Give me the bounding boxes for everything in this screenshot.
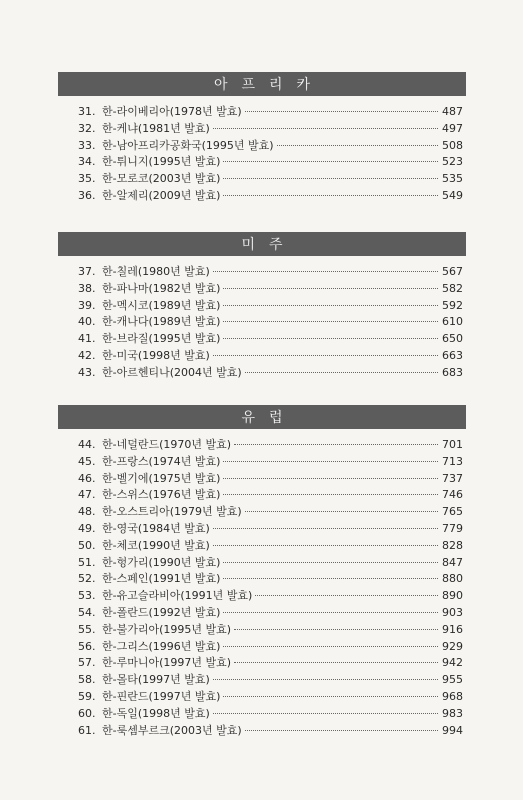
toc-entry[interactable]	[58, 348, 466, 365]
entry-title: 한-아르헨티나(2004년 발효)	[102, 365, 242, 379]
entry-title: 한-모로코(2003년 발효)	[102, 172, 221, 186]
entry-page: 610	[442, 315, 463, 329]
entry-page: 746	[442, 488, 463, 502]
section-header: 미주	[58, 232, 466, 256]
entry-page: 650	[442, 332, 463, 346]
toc-entry[interactable]	[58, 281, 466, 298]
entry-number: 38.	[78, 281, 96, 295]
entry-number: 43.	[78, 365, 96, 379]
toc-entry[interactable]	[58, 672, 466, 689]
toc-entry[interactable]	[58, 188, 466, 205]
entry-number: 44.	[78, 438, 96, 451]
leader-dots	[223, 195, 438, 196]
entry-number: 54.	[78, 605, 96, 619]
toc-entry[interactable]	[58, 538, 466, 555]
leader-dots	[223, 321, 438, 322]
leader-dots	[245, 372, 438, 373]
entry-number: 35.	[78, 172, 96, 186]
toc-entry[interactable]	[58, 314, 466, 331]
entry-number: 52.	[78, 572, 96, 586]
entry-title: 한-프랑스(1974년 발효)	[102, 454, 221, 468]
entry-page: 567	[442, 265, 463, 278]
entry-title: 한-독일(1998년 발효)	[102, 706, 210, 720]
leader-dots	[223, 478, 438, 479]
toc-entry[interactable]	[58, 471, 466, 488]
entry-title: 한-튀니지(1995년 발효)	[102, 155, 221, 169]
entry-title: 한-스위스(1976년 발효)	[102, 488, 221, 502]
entry-title: 한-유고슬라비아(1991년 발효)	[102, 589, 253, 603]
toc-entry[interactable]	[58, 588, 466, 605]
entry-title: 한-라이베리아(1978년 발효)	[102, 105, 242, 118]
entry-title: 한-그리스(1996년 발효)	[102, 639, 221, 653]
entry-title: 한-체코(1990년 발효)	[102, 538, 210, 552]
entry-title: 한-폴란드(1992년 발효)	[102, 605, 221, 619]
leader-dots	[277, 145, 438, 146]
entry-number: 48.	[78, 505, 96, 519]
entry-title: 한-영국(1984년 발효)	[102, 521, 210, 535]
leader-dots	[223, 696, 438, 697]
leader-dots	[223, 494, 438, 495]
leader-dots	[223, 305, 438, 306]
entry-number: 49.	[78, 521, 96, 535]
toc-entry[interactable]	[58, 622, 466, 639]
leader-dots	[223, 288, 438, 289]
entry-title: 한-몰타(1997년 발효)	[102, 673, 210, 687]
entry-number: 36.	[78, 188, 96, 202]
entry-page: 549	[442, 188, 463, 202]
entry-title: 한-미국(1998년 발효)	[102, 348, 210, 362]
entry-title: 한-멕시코(1989년 발효)	[102, 298, 221, 312]
leader-dots	[223, 612, 438, 613]
entry-page: 508	[442, 138, 463, 152]
entry-page: 779	[442, 521, 463, 535]
entry-number: 37.	[78, 265, 96, 278]
leader-dots	[213, 545, 438, 546]
entry-page: 701	[442, 438, 463, 451]
entry-page: 890	[442, 589, 463, 603]
leader-dots	[245, 511, 438, 512]
toc-entry[interactable]	[58, 706, 466, 723]
entry-page: 903	[442, 605, 463, 619]
toc-entry[interactable]	[58, 655, 466, 672]
leader-dots	[223, 578, 438, 579]
entry-number: 50.	[78, 538, 96, 552]
toc-entry[interactable]	[58, 555, 466, 572]
toc-entry[interactable]	[58, 331, 466, 348]
leader-dots	[213, 713, 438, 714]
entry-number: 47.	[78, 488, 96, 502]
toc-list	[58, 104, 466, 205]
entry-title: 한-오스트리아(1979년 발효)	[102, 505, 242, 519]
entry-number: 42.	[78, 348, 96, 362]
entry-page: 765	[442, 505, 463, 519]
entry-page: 955	[442, 673, 463, 687]
entry-number: 51.	[78, 555, 96, 569]
entry-number: 55.	[78, 622, 96, 636]
toc-entry[interactable]	[58, 521, 466, 538]
entry-page: 487	[442, 105, 463, 118]
entry-number: 56.	[78, 639, 96, 653]
entry-title: 한-핀란드(1997년 발효)	[102, 689, 221, 703]
entry-page: 994	[442, 723, 463, 737]
toc-entry[interactable]	[58, 454, 466, 471]
entry-number: 45.	[78, 454, 96, 468]
toc-entry[interactable]	[58, 437, 466, 454]
entry-number: 31.	[78, 105, 96, 118]
toc-entry[interactable]	[58, 154, 466, 171]
entry-number: 59.	[78, 689, 96, 703]
entry-title: 한-칠레(1980년 발효)	[102, 265, 210, 278]
toc-entry[interactable]	[58, 487, 466, 504]
leader-dots	[213, 128, 438, 129]
leader-dots	[223, 178, 438, 179]
toc-entry[interactable]	[58, 104, 466, 121]
entry-title: 한-네덜란드(1970년 발효)	[102, 438, 232, 451]
entry-number: 32.	[78, 121, 96, 135]
entry-title: 한-브라질(1995년 발효)	[102, 332, 221, 346]
toc-entry[interactable]	[58, 121, 466, 138]
entry-page: 497	[442, 121, 463, 135]
toc-entry[interactable]	[58, 639, 466, 656]
toc-entry[interactable]	[58, 689, 466, 706]
entry-title: 한-루마니아(1997년 발효)	[102, 656, 232, 670]
section-africa	[58, 72, 466, 205]
entry-page: 523	[442, 155, 463, 169]
toc-list	[58, 437, 466, 739]
entry-page: 983	[442, 706, 463, 720]
leader-dots	[255, 595, 438, 596]
entry-page: 847	[442, 555, 463, 569]
toc-entry[interactable]	[58, 171, 466, 188]
toc-entry[interactable]	[58, 264, 466, 281]
toc-entry[interactable]	[58, 605, 466, 622]
entry-page: 683	[442, 365, 463, 379]
entry-number: 41.	[78, 332, 96, 346]
entry-page: 582	[442, 281, 463, 295]
entry-page: 713	[442, 454, 463, 468]
entry-number: 61.	[78, 723, 96, 737]
entry-number: 39.	[78, 298, 96, 312]
section-americas	[58, 232, 466, 382]
section-header: 아프리카	[58, 72, 466, 96]
toc-entry[interactable]	[58, 365, 466, 382]
entry-title: 한-스페인(1991년 발효)	[102, 572, 221, 586]
entry-page: 663	[442, 348, 463, 362]
leader-dots	[245, 111, 438, 112]
entry-title: 한-파나마(1982년 발효)	[102, 281, 221, 295]
entry-page: 942	[442, 656, 463, 670]
leader-dots	[223, 338, 438, 339]
toc-entry[interactable]	[58, 138, 466, 155]
entry-page: 737	[442, 471, 463, 485]
entry-page: 968	[442, 689, 463, 703]
entry-page: 929	[442, 639, 463, 653]
entry-title: 한-헝가리(1990년 발효)	[102, 555, 221, 569]
entry-number: 33.	[78, 138, 96, 152]
leader-dots	[213, 679, 438, 680]
entry-page: 916	[442, 622, 463, 636]
entry-title: 한-케냐(1981년 발효)	[102, 121, 210, 135]
leader-dots	[223, 461, 438, 462]
leader-dots	[234, 629, 438, 630]
toc-entry[interactable]	[58, 571, 466, 588]
entry-number: 46.	[78, 471, 96, 485]
toc-entry[interactable]	[58, 504, 466, 521]
entry-number: 40.	[78, 315, 96, 329]
leader-dots	[223, 161, 438, 162]
entry-number: 34.	[78, 155, 96, 169]
leader-dots	[213, 271, 438, 272]
entry-title: 한-불가리아(1995년 발효)	[102, 622, 232, 636]
leader-dots	[213, 528, 438, 529]
leader-dots	[213, 355, 438, 356]
entry-page: 535	[442, 172, 463, 186]
toc-list	[58, 264, 466, 382]
entry-page: 592	[442, 298, 463, 312]
toc-entry[interactable]	[58, 723, 466, 740]
entry-title: 한-알제리(2009년 발효)	[102, 188, 221, 202]
leader-dots	[234, 444, 438, 445]
section-header: 유럽	[58, 405, 466, 429]
entry-title: 한-룩셈부르크(2003년 발효)	[102, 723, 242, 737]
entry-page: 880	[442, 572, 463, 586]
entry-title: 한-벨기에(1975년 발효)	[102, 471, 221, 485]
leader-dots	[234, 662, 438, 663]
entry-number: 53.	[78, 589, 96, 603]
entry-number: 58.	[78, 673, 96, 687]
leader-dots	[223, 562, 438, 563]
leader-dots	[223, 646, 438, 647]
entry-title: 한-캐나다(1989년 발효)	[102, 315, 221, 329]
entry-title: 한-남아프리카공화국(1995년 발효)	[102, 138, 274, 152]
entry-page: 828	[442, 538, 463, 552]
leader-dots	[245, 730, 438, 731]
section-europe	[58, 405, 466, 739]
entry-number: 60.	[78, 706, 96, 720]
toc-entry[interactable]	[58, 298, 466, 315]
entry-number: 57.	[78, 656, 96, 670]
